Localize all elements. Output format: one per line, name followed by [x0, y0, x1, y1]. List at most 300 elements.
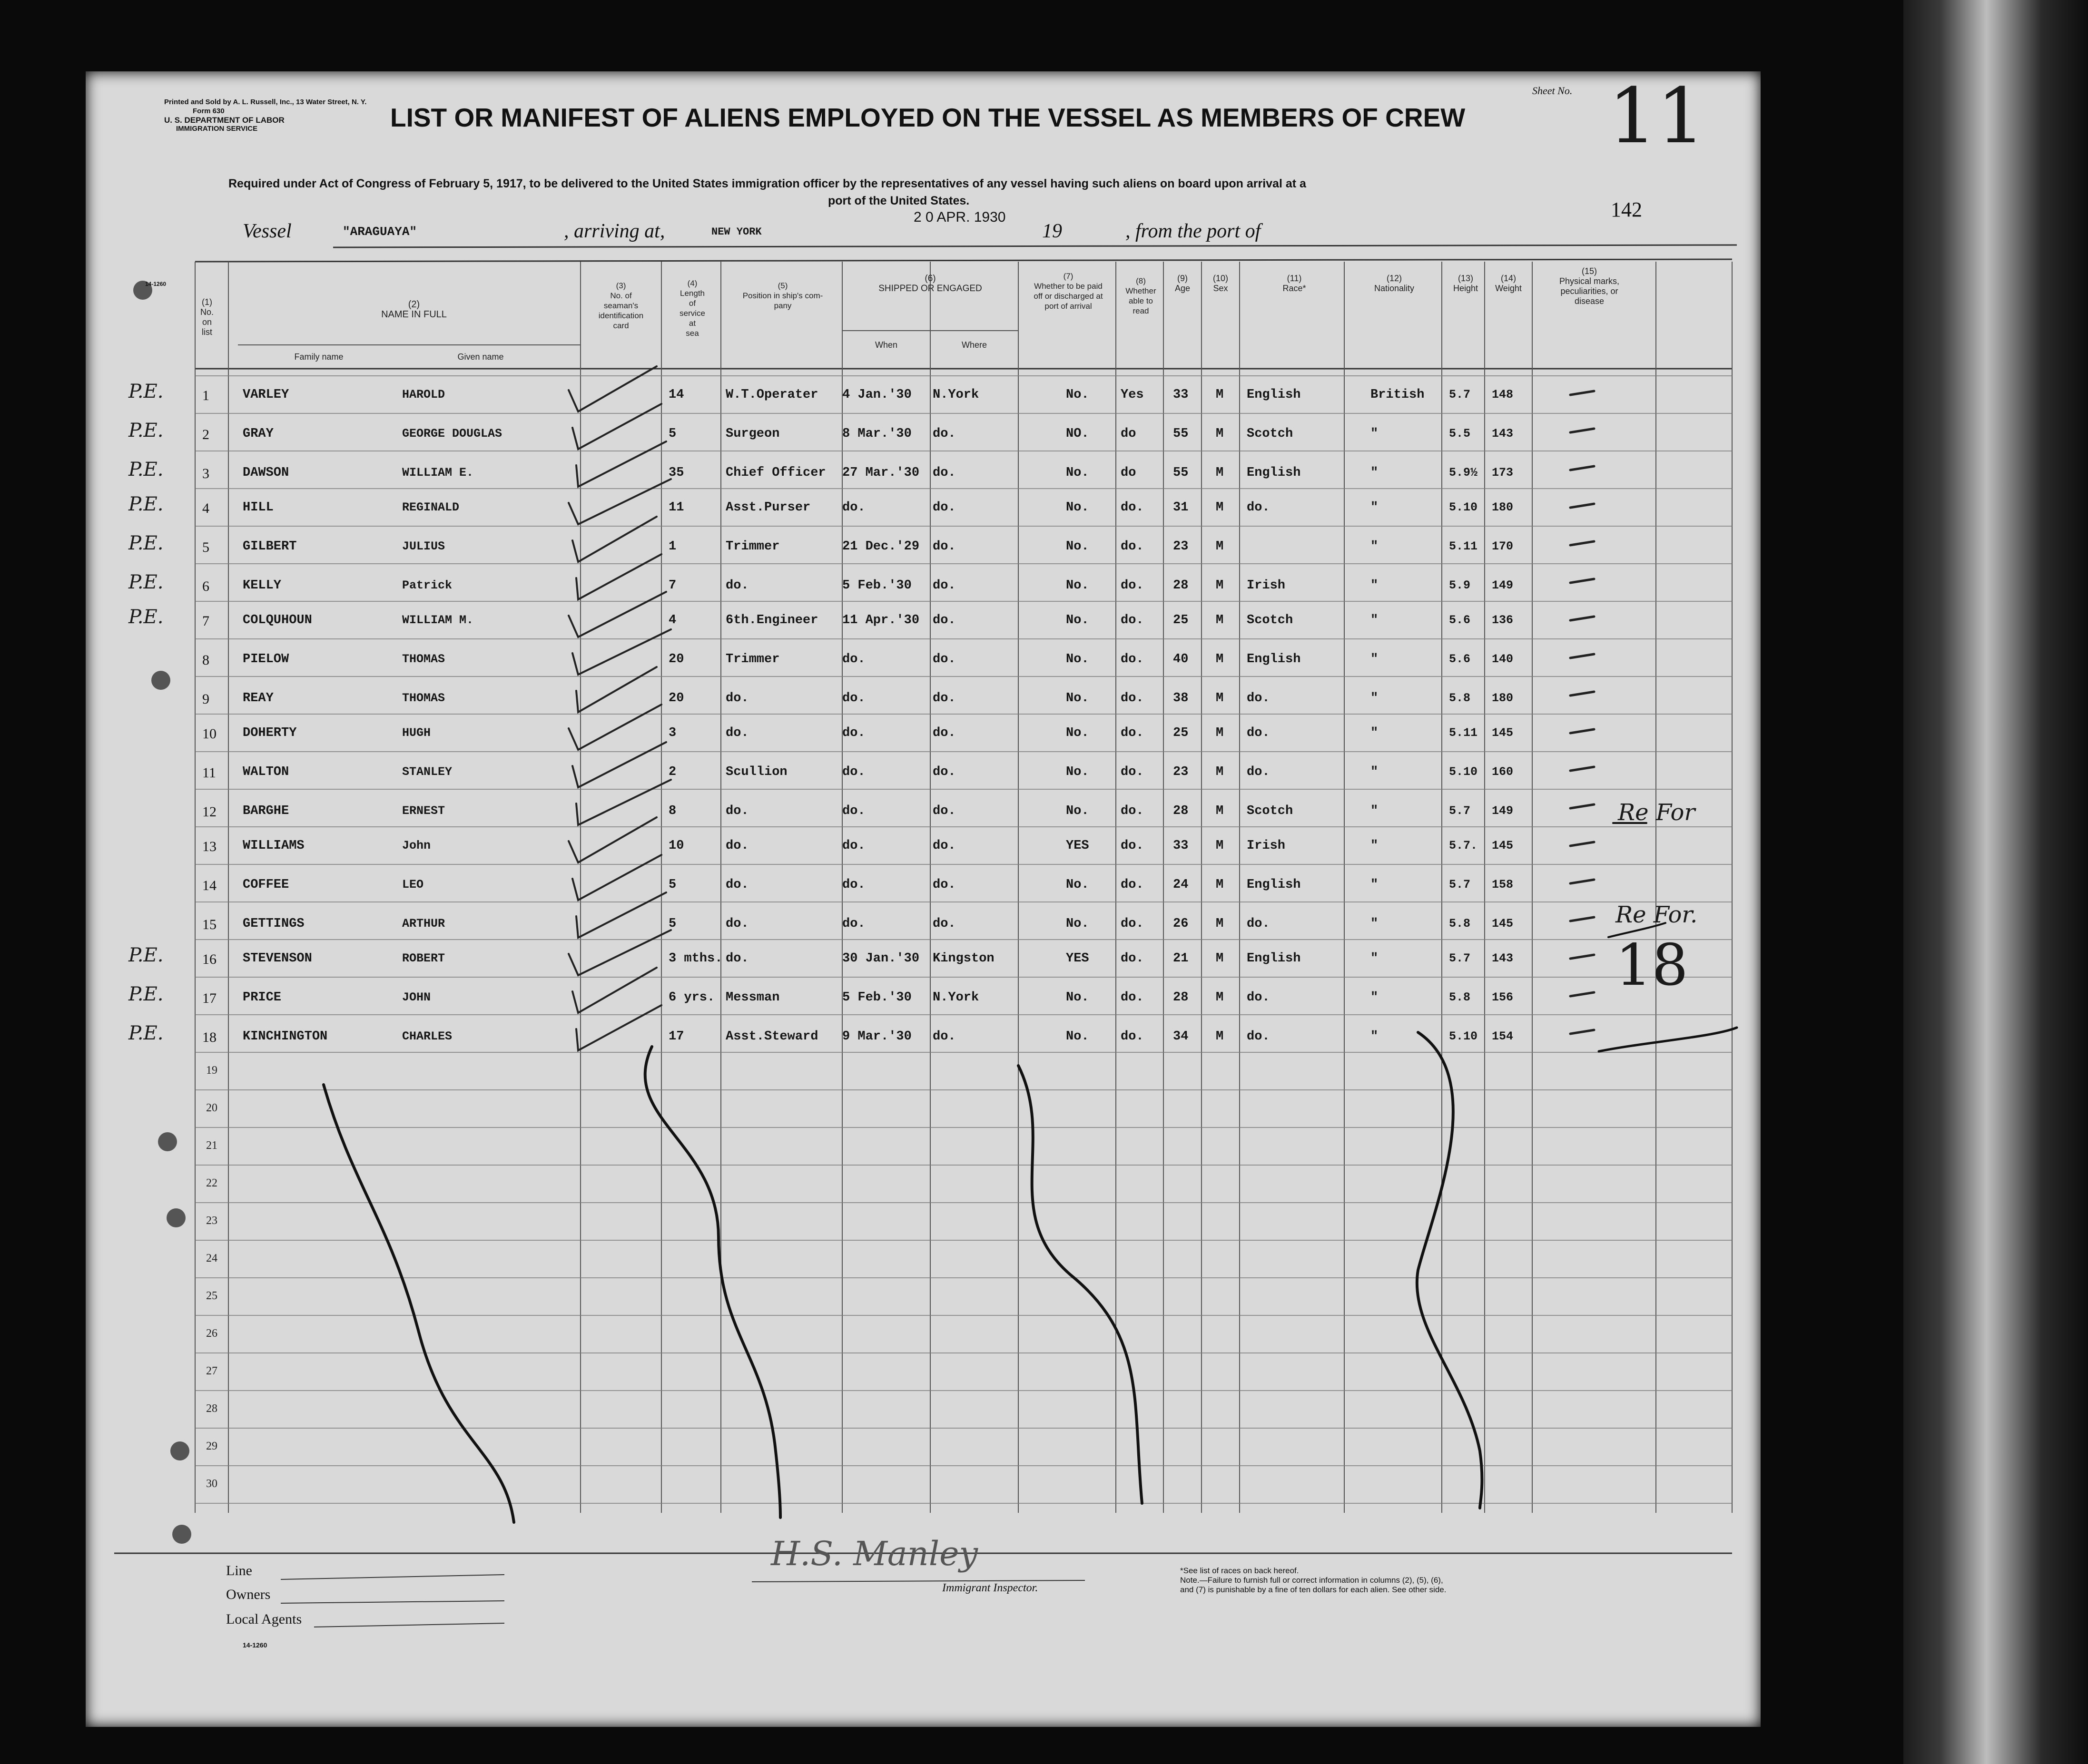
- shipped-where: do.: [933, 652, 956, 666]
- weight: 156: [1492, 990, 1514, 1004]
- family-name: PRICE: [243, 990, 282, 1005]
- paid-off: No.: [1066, 539, 1089, 554]
- header-col13: (13) Height: [1453, 274, 1478, 293]
- able-to-read: do: [1121, 427, 1136, 441]
- vessel-label: Vessel: [243, 220, 292, 242]
- given-name: LEO: [402, 878, 424, 892]
- row-number: 13: [202, 839, 217, 854]
- nationality: ": [1370, 539, 1379, 554]
- service-length: 6 yrs.: [669, 990, 715, 1005]
- height: 5.6: [1449, 652, 1471, 666]
- shipped-where: do.: [933, 839, 956, 853]
- position: W.T.Operater: [726, 388, 818, 402]
- shipped-when: do.: [842, 765, 866, 779]
- position: do.: [726, 917, 749, 931]
- position: do.: [726, 804, 749, 818]
- race: English: [1247, 878, 1301, 892]
- paid-off: No.: [1066, 917, 1089, 931]
- nationality: ": [1370, 839, 1379, 853]
- position: do.: [726, 951, 749, 966]
- annotation-re-for-2: Re For.: [1615, 902, 1698, 928]
- position: do.: [726, 726, 749, 740]
- height: 5.9½: [1449, 466, 1478, 480]
- shipped-where: N.York: [933, 990, 979, 1005]
- family-name: GRAY: [243, 427, 274, 441]
- able-to-read: do.: [1121, 839, 1144, 853]
- shipped-when: 27 Mar.'30: [842, 466, 920, 480]
- shipped-where: do.: [933, 878, 956, 892]
- sex: M: [1216, 951, 1224, 966]
- shipped-where: do.: [933, 765, 956, 779]
- header-family-name: Family name: [294, 352, 344, 362]
- family-name: STEVENSON: [243, 951, 312, 966]
- nationality: ": [1370, 804, 1379, 818]
- annotation-re-for: Re For: [1618, 799, 1695, 826]
- sex: M: [1216, 500, 1224, 515]
- able-to-read: do.: [1121, 652, 1144, 666]
- header-when: When: [875, 340, 898, 350]
- race: do.: [1247, 726, 1270, 740]
- sex: M: [1216, 726, 1224, 740]
- able-to-read: do.: [1121, 917, 1144, 931]
- form-code-top: 14-1260: [145, 281, 167, 287]
- race: Scotch: [1247, 427, 1293, 441]
- paid-off: No.: [1066, 1029, 1089, 1044]
- sex: M: [1216, 388, 1224, 402]
- arriving-label: , arriving at,: [564, 220, 665, 242]
- service: IMMIGRATION SERVICE: [176, 125, 258, 133]
- header-col12: (12) Nationality: [1374, 274, 1415, 293]
- row-number: 1: [202, 388, 209, 403]
- nationality: ": [1370, 613, 1379, 627]
- family-name: COFFEE: [243, 878, 289, 892]
- row-mark: P.E.: [128, 571, 164, 593]
- service-length: 5: [669, 917, 677, 931]
- row-number: 7: [202, 613, 209, 629]
- position: Messman: [726, 990, 780, 1005]
- race: English: [1247, 652, 1301, 666]
- family-name: WALTON: [243, 765, 289, 779]
- shipped-when: 8 Mar.'30: [842, 427, 912, 441]
- family-name: DOHERTY: [243, 726, 297, 740]
- weight: 145: [1492, 839, 1514, 853]
- vessel-name: "ARAGUAYA": [343, 225, 417, 239]
- weight: 143: [1492, 951, 1514, 965]
- race: do.: [1247, 691, 1270, 706]
- row-mark: P.E.: [128, 420, 164, 441]
- age: 28: [1173, 804, 1189, 818]
- footer-line-label: Line: [226, 1563, 252, 1578]
- age: 25: [1173, 726, 1189, 740]
- manifest-sheet: [86, 71, 1761, 1727]
- sex: M: [1216, 691, 1224, 706]
- position: Scullion: [726, 765, 788, 779]
- header-col1: (1) No. on list: [200, 297, 214, 337]
- height: 5.6: [1449, 613, 1471, 627]
- paid-off: No.: [1066, 388, 1089, 402]
- service-length: 5: [669, 878, 677, 892]
- shipped-where: N.York: [933, 388, 979, 402]
- shipped-where: do.: [933, 578, 956, 593]
- able-to-read: do.: [1121, 500, 1144, 515]
- shipped-where: Kingston: [933, 951, 995, 966]
- title: LIST OR MANIFEST OF ALIENS EMPLOYED ON THE VESSEL AS MEMBERS OF CREW: [390, 103, 1466, 132]
- shipped-when: 4 Jan.'30: [842, 388, 912, 402]
- header-col14: (14) Weight: [1495, 274, 1522, 293]
- weight: 136: [1492, 613, 1514, 627]
- nationality: ": [1370, 917, 1379, 931]
- service-length: 4: [669, 613, 677, 627]
- sex: M: [1216, 804, 1224, 818]
- row-number: 24: [206, 1252, 217, 1264]
- shipped-where: do.: [933, 1029, 956, 1044]
- ruled-grid: [86, 71, 1761, 1727]
- nationality: ": [1370, 466, 1379, 480]
- service-length: 7: [669, 578, 677, 593]
- nationality: ": [1370, 878, 1379, 892]
- family-name: GILBERT: [243, 539, 297, 554]
- header-col9: (9) Age: [1174, 274, 1191, 293]
- service-length: 8: [669, 804, 677, 818]
- service-length: 17: [669, 1029, 684, 1044]
- given-name: THOMAS: [402, 652, 445, 666]
- age: 38: [1173, 691, 1189, 706]
- row-mark: P.E.: [128, 944, 164, 966]
- service-length: 14: [669, 388, 684, 402]
- given-name: HAROLD: [402, 388, 445, 402]
- age: 55: [1173, 466, 1189, 480]
- height: 5.7: [1449, 388, 1471, 402]
- department: U. S. DEPARTMENT OF LABOR: [164, 116, 285, 125]
- row-number: 22: [206, 1177, 217, 1189]
- footnote-penalty-2: and (7) is punishable by a fine of ten dollars for each alien. See other side.: [1180, 1585, 1447, 1594]
- shipped-where: do.: [933, 917, 956, 931]
- able-to-read: do.: [1121, 878, 1144, 892]
- weight: 143: [1492, 427, 1514, 441]
- sex: M: [1216, 917, 1224, 931]
- able-to-read: do.: [1121, 765, 1144, 779]
- race: do.: [1247, 990, 1270, 1005]
- service-length: 10: [669, 839, 684, 853]
- height: 5.7: [1449, 804, 1471, 818]
- shipped-when: 11 Apr.'30: [842, 613, 920, 627]
- footer-form-code: 14-1260: [243, 1641, 267, 1649]
- row-number: 20: [206, 1102, 217, 1114]
- arrival-port: NEW YORK: [711, 226, 762, 238]
- given-name: REGINALD: [402, 500, 460, 514]
- sex: M: [1216, 427, 1224, 441]
- shipped-when: 9 Mar.'30: [842, 1029, 912, 1044]
- weight: 180: [1492, 691, 1514, 705]
- service-length: 3: [669, 726, 677, 740]
- service-length: 1: [669, 539, 677, 554]
- from-port-label: , from the port of: [1125, 220, 1261, 242]
- service-length: 2: [669, 765, 677, 779]
- family-name: PIELOW: [243, 652, 289, 666]
- age: 31: [1173, 500, 1189, 515]
- sex: M: [1216, 839, 1224, 853]
- age: 55: [1173, 427, 1189, 441]
- given-name: WILLIAM E.: [402, 466, 474, 480]
- weight: 149: [1492, 578, 1514, 592]
- row-number: 11: [202, 765, 216, 781]
- family-name: WILLIAMS: [243, 839, 305, 853]
- able-to-read: do: [1121, 466, 1136, 480]
- nationality: ": [1370, 578, 1379, 593]
- nationality: ": [1370, 652, 1379, 666]
- able-to-read: do.: [1121, 613, 1144, 627]
- paid-off: NO.: [1066, 427, 1089, 441]
- nationality: ": [1370, 691, 1379, 706]
- race: do.: [1247, 1029, 1270, 1044]
- age: 21: [1173, 951, 1189, 966]
- given-name: CHARLES: [402, 1029, 453, 1043]
- service-length: 35: [669, 466, 684, 480]
- race: do.: [1247, 917, 1270, 931]
- height: 5.11: [1449, 539, 1478, 553]
- row-number: 3: [202, 466, 209, 481]
- row-number: 23: [206, 1215, 217, 1227]
- weight: 145: [1492, 917, 1514, 931]
- family-name: REAY: [243, 691, 274, 706]
- height: 5.9: [1449, 578, 1471, 592]
- header-where: Where: [961, 340, 987, 350]
- position: do.: [726, 878, 749, 892]
- row-number: 14: [202, 878, 217, 893]
- height: 5.8: [1449, 917, 1471, 931]
- inspector-signature: H.S. Manley: [771, 1534, 978, 1573]
- shipped-when: 30 Jan.'30: [842, 951, 920, 966]
- paid-off: No.: [1066, 765, 1089, 779]
- position: Trimmer: [726, 539, 780, 554]
- age: 40: [1173, 652, 1189, 666]
- race: English: [1247, 466, 1301, 480]
- weight: 170: [1492, 539, 1514, 553]
- row-number: 21: [206, 1139, 217, 1152]
- paid-off: No.: [1066, 652, 1089, 666]
- paid-off: No.: [1066, 500, 1089, 515]
- weight: 140: [1492, 652, 1514, 666]
- row-mark: P.E.: [128, 1022, 164, 1044]
- nationality: ": [1370, 427, 1379, 441]
- sex: M: [1216, 539, 1224, 554]
- header-col4: (4) Length of service at sea: [680, 279, 705, 338]
- family-name: DAWSON: [243, 466, 289, 480]
- height: 5.7: [1449, 951, 1471, 965]
- paid-off: No.: [1066, 578, 1089, 593]
- service-length: 5: [669, 427, 677, 441]
- shipped-where: do.: [933, 466, 956, 480]
- punch-hole: [167, 1208, 186, 1227]
- race: Scotch: [1247, 613, 1293, 627]
- shipped-where: do.: [933, 500, 956, 515]
- able-to-read: do.: [1121, 951, 1144, 966]
- row-mark: P.E.: [128, 493, 164, 515]
- weight: 149: [1492, 804, 1514, 818]
- sex: M: [1216, 613, 1224, 627]
- weight: 173: [1492, 466, 1514, 480]
- given-name: Patrick: [402, 578, 453, 592]
- position: Trimmer: [726, 652, 780, 666]
- header-col3: (3) No. of seaman's identification card: [598, 281, 644, 330]
- row-number: 29: [206, 1440, 217, 1452]
- shipped-when: 5 Feb.'30: [842, 578, 912, 593]
- inspector-label: Immigrant Inspector.: [942, 1582, 1038, 1594]
- given-name: HUGH: [402, 726, 431, 740]
- position: Surgeon: [726, 427, 780, 441]
- given-name: STANLEY: [402, 765, 453, 779]
- row-number: 10: [202, 726, 217, 742]
- sex: M: [1216, 990, 1224, 1005]
- header-col10: (10) Sex: [1212, 274, 1228, 293]
- position: Asst.Purser: [726, 500, 811, 515]
- printer-line: Printed and Sold by A. L. Russell, Inc., 13 Water Street, N. Y.: [164, 98, 367, 106]
- form-number: Form 630: [193, 107, 225, 115]
- given-name: John: [402, 839, 431, 853]
- service-length: 3 mths.: [669, 951, 723, 966]
- given-name: ROBERT: [402, 951, 445, 965]
- family-name: COLQUHOUN: [243, 613, 312, 627]
- able-to-read: do.: [1121, 804, 1144, 818]
- sex: M: [1216, 578, 1224, 593]
- subtitle-1: Required under Act of Congress of February 5, 1917, to be delivered to the United States immigration officer by the representatives of any vessel having such aliens on board upon arrival at a: [228, 177, 1306, 190]
- given-name: JULIUS: [402, 539, 445, 553]
- row-mark: P.E.: [128, 532, 164, 554]
- footnote-races: *See list of races on back hereof.: [1180, 1566, 1299, 1575]
- race: Scotch: [1247, 804, 1293, 818]
- paid-off: YES: [1066, 839, 1089, 853]
- nationality: ": [1370, 765, 1379, 779]
- shipped-where: do.: [933, 539, 956, 554]
- punch-hole: [158, 1132, 177, 1151]
- able-to-read: do.: [1121, 990, 1144, 1005]
- nationality: British: [1370, 388, 1425, 402]
- age: 25: [1173, 613, 1189, 627]
- sheet-number: 11: [1608, 71, 1705, 160]
- row-number: 19: [206, 1064, 217, 1077]
- height: 5.7: [1449, 878, 1471, 892]
- paid-off: No.: [1066, 466, 1089, 480]
- height: 5.10: [1449, 765, 1478, 779]
- shipped-when: do.: [842, 652, 866, 666]
- weight: 160: [1492, 765, 1514, 779]
- header-col6: (6) SHIPPED OR ENGAGED: [878, 274, 982, 294]
- race: Irish: [1247, 839, 1286, 853]
- total-count: 18: [1615, 932, 1688, 999]
- shipped-when: do.: [842, 691, 866, 706]
- row-number: 2: [202, 427, 209, 442]
- nationality: ": [1370, 951, 1379, 966]
- row-number: 18: [202, 1029, 217, 1045]
- date-stamp: 2 0 APR. 1930: [914, 209, 1006, 225]
- family-name: BARGHE: [243, 804, 289, 818]
- shipped-when: do.: [842, 804, 866, 818]
- sex: M: [1216, 1029, 1224, 1044]
- row-number: 5: [202, 539, 209, 555]
- row-number: 27: [206, 1365, 217, 1377]
- race: do.: [1247, 500, 1270, 515]
- row-mark: P.E.: [128, 459, 164, 480]
- weight: 180: [1492, 500, 1514, 514]
- able-to-read: do.: [1121, 539, 1144, 554]
- able-to-read: Yes: [1121, 388, 1144, 402]
- paid-off: No.: [1066, 878, 1089, 892]
- height: 5.10: [1449, 500, 1478, 514]
- given-name: ARTHUR: [402, 917, 445, 931]
- row-number: 16: [202, 951, 217, 967]
- punch-hole: [170, 1441, 189, 1460]
- race: English: [1247, 388, 1301, 402]
- row-number: 28: [206, 1402, 217, 1415]
- row-number: 9: [202, 691, 209, 707]
- punch-hole: [172, 1525, 191, 1544]
- race: Irish: [1247, 578, 1286, 593]
- shipped-where: do.: [933, 691, 956, 706]
- race: do.: [1247, 765, 1270, 779]
- header-col7: (7) Whether to be paid off or discharged at port of arrival: [1034, 272, 1103, 311]
- row-number: 26: [206, 1327, 217, 1340]
- nationality: ": [1370, 1029, 1379, 1044]
- shipped-when: do.: [842, 917, 866, 931]
- age: 26: [1173, 917, 1189, 931]
- age: 34: [1173, 1029, 1189, 1044]
- height: 5.5: [1449, 427, 1471, 441]
- race: English: [1247, 951, 1301, 966]
- shipped-where: do.: [933, 427, 956, 441]
- nationality: ": [1370, 500, 1379, 515]
- paid-off: YES: [1066, 951, 1089, 966]
- able-to-read: do.: [1121, 1029, 1144, 1044]
- row-mark: P.E.: [128, 606, 164, 628]
- given-name: JOHN: [402, 990, 431, 1004]
- row-number: 8: [202, 652, 209, 668]
- header-col15: (15) Physical marks, peculiarities, or disease: [1559, 266, 1620, 306]
- weight: 148: [1492, 388, 1514, 402]
- age: 23: [1173, 539, 1189, 554]
- position: Asst.Steward: [726, 1029, 818, 1044]
- row-number: 17: [202, 990, 217, 1006]
- service-length: 20: [669, 652, 684, 666]
- binding-edge: [1903, 0, 2088, 1764]
- age: 33: [1173, 388, 1189, 402]
- position: do.: [726, 578, 749, 593]
- shipped-when: do.: [842, 878, 866, 892]
- shipped-when: 5 Feb.'30: [842, 990, 912, 1005]
- weight: 145: [1492, 726, 1514, 740]
- weight: 158: [1492, 878, 1514, 892]
- row-number: 15: [202, 917, 217, 932]
- row-mark: P.E.: [128, 381, 164, 402]
- given-name: THOMAS: [402, 691, 445, 705]
- family-name: KELLY: [243, 578, 282, 593]
- header-col8: (8) Whether able to read: [1125, 276, 1156, 315]
- position: Chief Officer: [726, 466, 826, 480]
- paid-off: No.: [1066, 613, 1089, 627]
- given-name: GEORGE DOUGLAS: [402, 427, 502, 441]
- footer-local-agents-label: Local Agents: [226, 1611, 302, 1627]
- paid-off: No.: [1066, 804, 1089, 818]
- shipped-where: do.: [933, 804, 956, 818]
- sex: M: [1216, 466, 1224, 480]
- row-mark: P.E.: [128, 983, 164, 1005]
- page-number: 142: [1611, 198, 1642, 221]
- paid-off: No.: [1066, 691, 1089, 706]
- able-to-read: do.: [1121, 726, 1144, 740]
- age: 28: [1173, 578, 1189, 593]
- shipped-where: do.: [933, 726, 956, 740]
- sex: M: [1216, 765, 1224, 779]
- age: 33: [1173, 839, 1189, 853]
